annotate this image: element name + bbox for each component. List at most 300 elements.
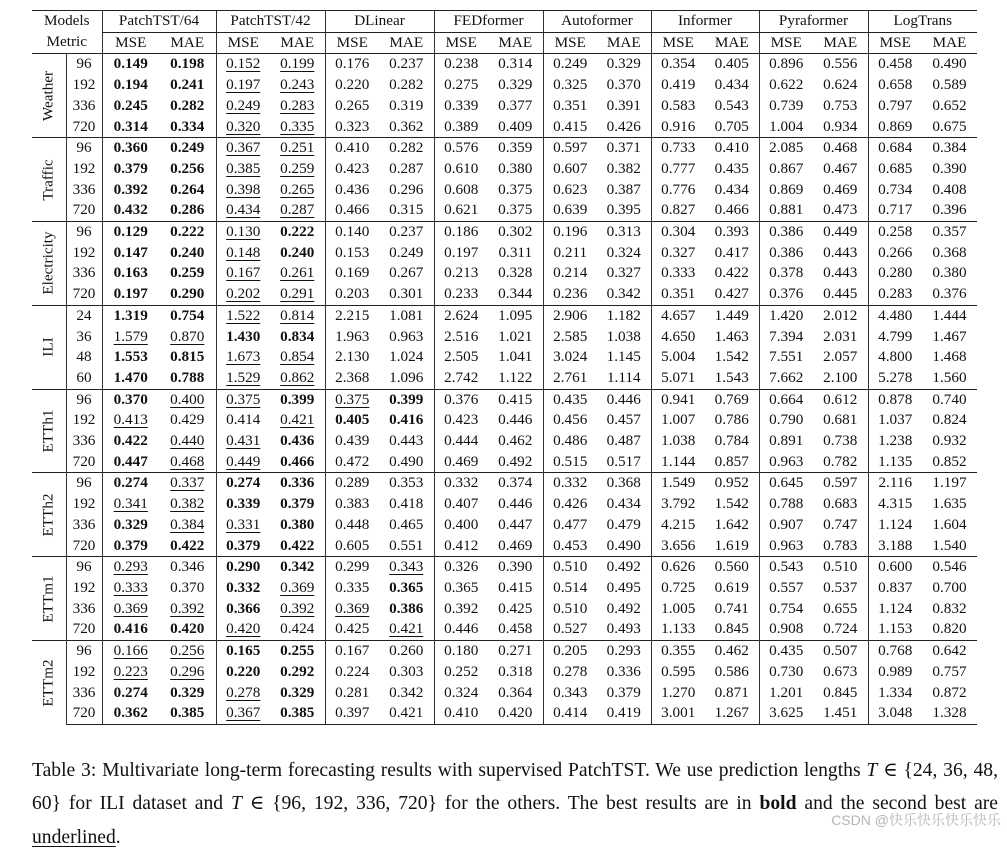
mse-value: 0.453 <box>553 536 588 554</box>
mse-value: 0.327 <box>661 243 696 261</box>
value-cell <box>759 138 813 159</box>
mae-value: 0.589 <box>932 76 967 94</box>
value-cell <box>597 494 651 515</box>
value-cell <box>597 117 651 138</box>
mae-value: 0.370 <box>606 76 641 94</box>
mse-value: 0.323 <box>335 117 370 135</box>
mae-value: 0.329 <box>606 55 641 73</box>
mse-value: 1.133 <box>661 620 696 638</box>
mae-value: 0.282 <box>389 76 424 94</box>
value-cell <box>488 305 543 326</box>
value-cell <box>159 284 216 305</box>
mse-value: 0.278 <box>226 683 261 701</box>
value-cell <box>759 494 813 515</box>
value-cell <box>651 473 705 494</box>
dataset-label <box>32 473 66 557</box>
value-cell <box>325 200 379 221</box>
value-cell <box>379 515 434 536</box>
mse-value: 3.024 <box>553 348 588 366</box>
value-cell <box>488 180 543 201</box>
value-cell <box>597 410 651 431</box>
value-cell <box>434 683 488 704</box>
value-cell <box>270 327 325 348</box>
value-cell <box>543 200 597 221</box>
value-cell <box>868 641 922 662</box>
mse-value: 0.341 <box>113 495 148 513</box>
value-cell <box>434 263 488 284</box>
mae-value: 0.681 <box>823 411 858 429</box>
value-cell <box>270 305 325 326</box>
value-cell <box>434 536 488 557</box>
dataset-name: ETTm2 <box>39 659 57 707</box>
value-cell <box>705 578 759 599</box>
value-cell <box>543 159 597 180</box>
value-cell <box>705 431 759 452</box>
mae-value: 1.542 <box>714 495 749 513</box>
value-cell <box>868 180 922 201</box>
value-cell <box>159 96 216 117</box>
value-cell <box>270 180 325 201</box>
value-cell <box>868 473 922 494</box>
horizon-cell: 336 <box>72 599 96 617</box>
value-cell <box>759 641 813 662</box>
table-row <box>32 368 977 389</box>
value-cell <box>597 557 651 578</box>
value-cell <box>434 619 488 640</box>
mse-value: 0.685 <box>878 159 913 177</box>
table-row <box>32 54 977 75</box>
value-cell <box>922 305 977 326</box>
value-cell <box>379 683 434 704</box>
mae-value: 2.012 <box>823 306 858 324</box>
mae-value: 0.434 <box>714 76 749 94</box>
table-row <box>32 327 977 348</box>
mae-value: 0.327 <box>606 264 641 282</box>
value-cell <box>597 515 651 536</box>
value-cell <box>705 368 759 389</box>
mse-value: 0.896 <box>769 55 804 73</box>
dataset-label <box>32 222 66 306</box>
mae-value: 0.469 <box>823 180 858 198</box>
mae-value: 1.145 <box>606 348 641 366</box>
mae-value: 0.683 <box>823 495 858 513</box>
value-cell <box>813 75 868 96</box>
value-cell <box>543 536 597 557</box>
mse-value: 0.626 <box>661 558 696 576</box>
value-cell <box>651 75 705 96</box>
mae-value: 0.769 <box>714 390 749 408</box>
value-cell <box>434 703 488 724</box>
mse-value: 0.385 <box>226 159 261 177</box>
mae-value: 0.468 <box>170 452 205 470</box>
table-row <box>32 410 977 431</box>
value-cell <box>488 515 543 536</box>
metric-header: MSE <box>102 32 159 54</box>
value-cell <box>922 263 977 284</box>
mse-value: 0.768 <box>878 642 913 660</box>
value-cell <box>102 75 159 96</box>
mae-value: 0.391 <box>606 96 641 114</box>
mse-value: 0.180 <box>444 642 479 660</box>
table-row <box>32 578 977 599</box>
value-cell <box>102 452 159 473</box>
value-cell <box>488 431 543 452</box>
mae-value: 0.256 <box>170 642 205 660</box>
value-cell <box>868 200 922 221</box>
mae-value: 0.490 <box>389 452 424 470</box>
value-cell <box>159 599 216 620</box>
mse-value: 0.477 <box>553 515 588 533</box>
mse-value: 0.329 <box>113 515 148 533</box>
value-cell <box>434 243 488 264</box>
value-cell <box>597 159 651 180</box>
mae-value: 0.395 <box>606 201 641 219</box>
value-cell <box>543 138 597 159</box>
model-header: Informer <box>651 11 759 33</box>
mse-value: 0.211 <box>553 243 588 261</box>
value-cell <box>597 452 651 473</box>
value-cell <box>270 494 325 515</box>
value-cell <box>651 557 705 578</box>
value-cell <box>270 410 325 431</box>
mse-value: 0.376 <box>444 390 479 408</box>
value-cell <box>651 327 705 348</box>
mae-value: 0.364 <box>498 683 533 701</box>
mae-value: 0.342 <box>389 683 424 701</box>
value-cell <box>488 599 543 620</box>
mae-value: 0.597 <box>823 474 858 492</box>
mse-value: 0.431 <box>226 432 261 450</box>
mse-value: 1.522 <box>226 306 261 324</box>
value-cell <box>705 641 759 662</box>
value-cell <box>543 347 597 368</box>
mae-value: 0.786 <box>714 411 749 429</box>
mae-value: 0.287 <box>389 159 424 177</box>
mse-value: 0.658 <box>878 76 913 94</box>
value-cell <box>868 452 922 473</box>
mse-value: 0.881 <box>769 201 804 219</box>
value-cell <box>651 536 705 557</box>
mse-value: 1.005 <box>661 599 696 617</box>
value-cell <box>270 599 325 620</box>
table-row <box>32 662 977 683</box>
metric-header: MAE <box>705 32 759 54</box>
mae-value: 1.463 <box>714 327 749 345</box>
dataset-name: Weather <box>39 70 57 121</box>
table-row <box>32 180 977 201</box>
mae-value: 0.457 <box>606 411 641 429</box>
horizon-cell: 336 <box>72 515 96 533</box>
value-cell <box>868 327 922 348</box>
value-cell <box>543 75 597 96</box>
mae-value: 0.490 <box>606 536 641 554</box>
value-cell <box>159 431 216 452</box>
mse-value: 0.510 <box>553 558 588 576</box>
mse-value: 2.516 <box>444 327 479 345</box>
mae-value: 1.328 <box>932 704 967 722</box>
value-cell <box>759 368 813 389</box>
mse-value: 0.827 <box>661 201 696 219</box>
mae-value: 0.329 <box>280 683 315 701</box>
value-cell <box>597 243 651 264</box>
mse-value: 0.639 <box>553 201 588 219</box>
mae-value: 0.376 <box>932 285 967 303</box>
mse-value: 0.878 <box>878 390 913 408</box>
value-cell <box>651 347 705 368</box>
mse-value: 0.351 <box>553 96 588 114</box>
value-cell <box>270 662 325 683</box>
mse-value: 0.419 <box>661 76 696 94</box>
value-cell <box>159 578 216 599</box>
mse-value: 0.916 <box>661 117 696 135</box>
value-cell <box>102 243 159 264</box>
value-cell <box>868 515 922 536</box>
mae-value: 0.426 <box>606 117 641 135</box>
value-cell <box>922 54 977 75</box>
value-cell <box>488 619 543 640</box>
mae-value: 0.543 <box>714 96 749 114</box>
value-cell <box>102 159 159 180</box>
metric-header: MAE <box>813 32 868 54</box>
mae-value: 0.290 <box>170 285 205 303</box>
mse-value: 0.379 <box>113 536 148 554</box>
mae-value: 0.377 <box>498 96 533 114</box>
table-row <box>32 536 977 557</box>
mse-value: 0.397 <box>335 704 370 722</box>
mae-value: 0.408 <box>932 180 967 198</box>
value-cell <box>434 347 488 368</box>
horizon-cell: 192 <box>72 495 96 513</box>
mse-value: 0.432 <box>113 201 148 219</box>
value-cell <box>270 243 325 264</box>
mse-value: 0.777 <box>661 159 696 177</box>
mse-value: 3.048 <box>878 704 913 722</box>
value-cell <box>922 578 977 599</box>
mae-value: 0.336 <box>280 474 315 492</box>
value-cell <box>270 578 325 599</box>
value-cell <box>922 494 977 515</box>
value-cell <box>379 431 434 452</box>
value-cell <box>705 243 759 264</box>
mse-value: 0.140 <box>335 223 370 241</box>
mae-value: 0.199 <box>280 55 315 73</box>
mae-value: 1.543 <box>714 368 749 386</box>
value-cell <box>102 180 159 201</box>
value-cell <box>597 75 651 96</box>
value-cell <box>868 54 922 75</box>
value-cell <box>216 200 270 221</box>
caption-mid: and the second best are <box>796 793 998 815</box>
mse-value: 0.434 <box>226 201 261 219</box>
mse-value: 0.249 <box>226 96 261 114</box>
mae-value: 1.197 <box>932 474 967 492</box>
value-cell <box>434 368 488 389</box>
value-cell <box>159 327 216 348</box>
value-cell <box>543 431 597 452</box>
value-cell <box>868 347 922 368</box>
mae-value: 0.420 <box>498 704 533 722</box>
value-cell <box>759 54 813 75</box>
mse-value: 0.266 <box>878 243 913 261</box>
value-cell <box>216 515 270 536</box>
mae-value: 0.434 <box>714 180 749 198</box>
value-cell <box>488 96 543 117</box>
mae-value: 0.375 <box>498 180 533 198</box>
value-cell <box>705 452 759 473</box>
mae-value: 0.468 <box>823 139 858 157</box>
value-cell <box>325 619 379 640</box>
mse-value: 0.407 <box>444 495 479 513</box>
table-row <box>32 75 977 96</box>
value-cell <box>651 703 705 724</box>
dataset-label <box>32 389 66 473</box>
mse-value: 0.147 <box>113 243 148 261</box>
mse-value: 0.446 <box>444 620 479 638</box>
value-cell <box>102 662 159 683</box>
mae-value: 0.315 <box>389 201 424 219</box>
value-cell <box>102 683 159 704</box>
mse-value: 0.236 <box>553 285 588 303</box>
value-cell <box>216 159 270 180</box>
mae-value: 0.410 <box>714 139 749 157</box>
mse-value: 0.413 <box>113 411 148 429</box>
mae-value: 0.824 <box>932 411 967 429</box>
mse-value: 1.144 <box>661 452 696 470</box>
mae-value: 0.465 <box>389 515 424 533</box>
value-cell <box>488 473 543 494</box>
mae-value: 0.458 <box>498 620 533 638</box>
value-cell <box>434 578 488 599</box>
value-cell <box>759 305 813 326</box>
mse-value: 0.376 <box>769 285 804 303</box>
mae-value: 0.747 <box>823 515 858 533</box>
value-cell <box>488 641 543 662</box>
value-cell <box>597 619 651 640</box>
mae-value: 0.243 <box>280 76 315 94</box>
value-cell <box>868 494 922 515</box>
value-cell <box>922 662 977 683</box>
mae-value: 0.845 <box>823 683 858 701</box>
table-row <box>32 263 977 284</box>
mae-value: 0.399 <box>280 390 315 408</box>
mse-value: 0.790 <box>769 411 804 429</box>
value-cell <box>270 703 325 724</box>
mse-value: 0.299 <box>335 558 370 576</box>
mse-value: 0.252 <box>444 662 479 680</box>
dataset-name: ETTm1 <box>39 575 57 623</box>
value-cell <box>922 452 977 473</box>
value-cell <box>325 263 379 284</box>
value-cell <box>543 641 597 662</box>
value-cell <box>705 284 759 305</box>
value-cell <box>705 54 759 75</box>
mae-value: 0.286 <box>170 201 205 219</box>
mae-value: 0.324 <box>606 243 641 261</box>
value-cell <box>759 200 813 221</box>
mse-value: 0.213 <box>444 264 479 282</box>
value-cell <box>597 284 651 305</box>
mse-value: 0.416 <box>113 620 148 638</box>
value-cell <box>922 180 977 201</box>
table-row <box>32 243 977 264</box>
value-cell <box>379 222 434 243</box>
mse-value: 0.414 <box>553 704 588 722</box>
mae-value: 0.652 <box>932 96 967 114</box>
value-cell <box>651 96 705 117</box>
value-cell <box>922 96 977 117</box>
value-cell <box>543 494 597 515</box>
mae-value: 0.655 <box>823 599 858 617</box>
mse-value: 0.425 <box>335 620 370 638</box>
value-cell <box>543 410 597 431</box>
mae-value: 0.560 <box>714 558 749 576</box>
horizon-cell: 192 <box>72 578 96 596</box>
value-cell <box>488 200 543 221</box>
mse-value: 0.595 <box>661 662 696 680</box>
value-cell <box>434 515 488 536</box>
mae-value: 0.443 <box>823 243 858 261</box>
mae-value: 0.334 <box>170 117 205 135</box>
mse-value: 0.963 <box>769 536 804 554</box>
mse-value: 0.869 <box>769 180 804 198</box>
mae-value: 0.392 <box>170 599 205 617</box>
mse-value: 0.472 <box>335 452 370 470</box>
model-header: LogTrans <box>868 11 977 33</box>
mse-value: 0.148 <box>226 243 261 261</box>
mae-value: 0.359 <box>498 139 533 157</box>
mae-value: 0.283 <box>280 96 315 114</box>
value-cell <box>270 200 325 221</box>
value-cell <box>434 159 488 180</box>
value-cell <box>159 138 216 159</box>
value-cell <box>159 536 216 557</box>
value-cell <box>488 263 543 284</box>
mae-value: 0.556 <box>823 55 858 73</box>
value-cell <box>868 117 922 138</box>
mse-value: 0.379 <box>226 536 261 554</box>
value-cell <box>543 557 597 578</box>
table-row <box>32 473 977 494</box>
horizon-cell: 336 <box>72 180 96 198</box>
mae-value: 0.390 <box>932 159 967 177</box>
value-cell <box>102 263 159 284</box>
value-cell <box>705 536 759 557</box>
value-cell <box>216 494 270 515</box>
value-cell <box>651 263 705 284</box>
value-cell <box>868 96 922 117</box>
mse-value: 0.684 <box>878 139 913 157</box>
value-cell <box>216 75 270 96</box>
value-cell <box>705 222 759 243</box>
mse-value: 1.319 <box>113 306 148 324</box>
value-cell <box>102 138 159 159</box>
value-cell <box>488 327 543 348</box>
mae-value: 0.417 <box>714 243 749 261</box>
metric-header: MSE <box>651 32 705 54</box>
value-cell <box>159 473 216 494</box>
value-cell <box>488 159 543 180</box>
value-cell <box>651 180 705 201</box>
mae-value: 0.365 <box>389 578 424 596</box>
mse-value: 0.314 <box>113 117 148 135</box>
value-cell <box>216 138 270 159</box>
value-cell <box>922 431 977 452</box>
value-cell <box>488 662 543 683</box>
mse-value: 0.165 <box>226 642 261 660</box>
mae-value: 1.540 <box>932 536 967 554</box>
value-cell <box>543 96 597 117</box>
mse-value: 5.071 <box>661 368 696 386</box>
